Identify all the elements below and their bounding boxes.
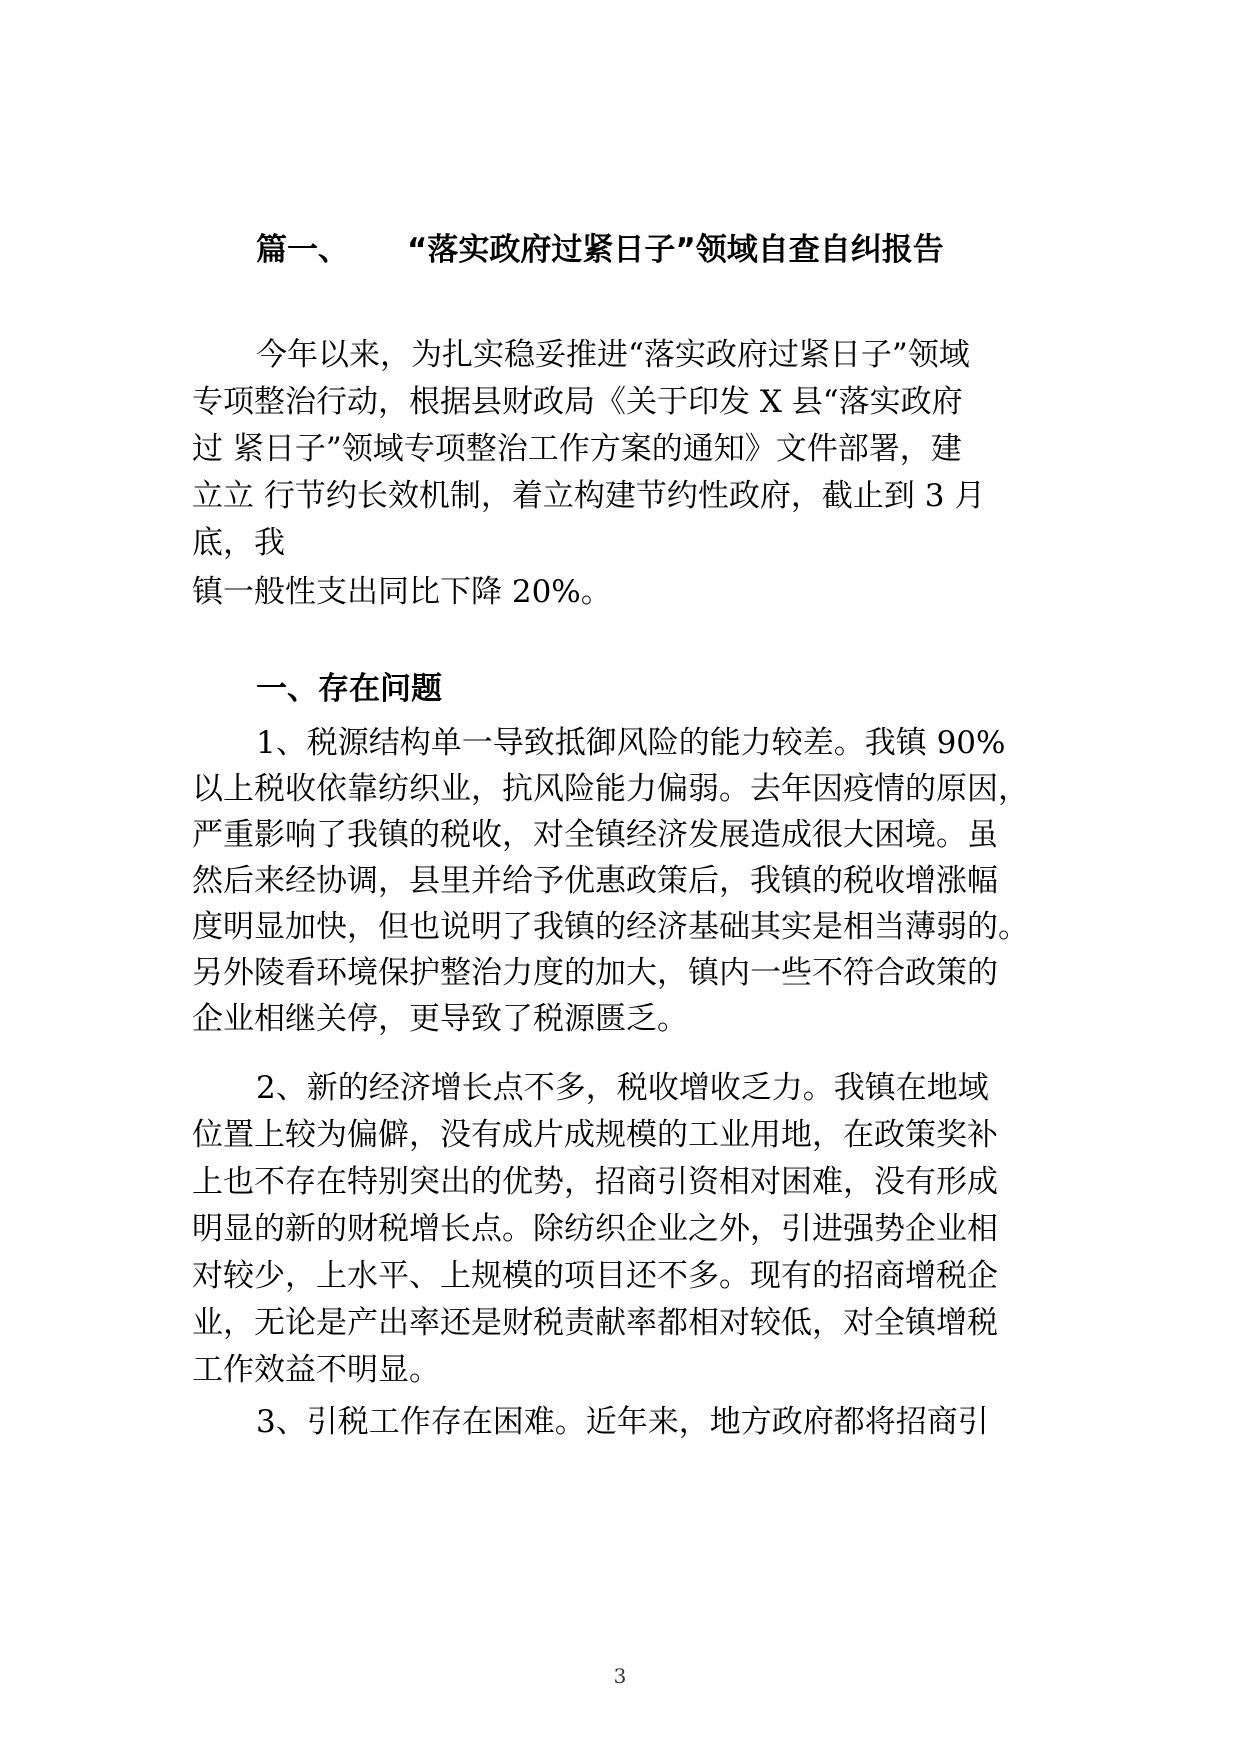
para2-line-3: 上也不存在特别突出的优势，招商引资相对困难，没有形成 bbox=[192, 1164, 998, 1200]
para2-line-2: 位置上较为偏僻，没有成片成规模的工业用地，在政策奖补 bbox=[192, 1117, 998, 1153]
page-number: 3 bbox=[613, 1664, 627, 1688]
para3-line-1: 3、引税工作存在困难。近年来，地方政府都将招商引 bbox=[256, 1404, 989, 1440]
intro-line-1: 今年以来，为扎实稳妥推进“落实政府过紧日子”领域 bbox=[256, 337, 970, 373]
para1-line-4: 然后来经协调，县里并给予优惠政策后，我镇的税收增涨幅 bbox=[192, 863, 998, 899]
para1-line-6: 另外陵看环境保护整治力度的加大，镇内一些不符合政策的 bbox=[192, 955, 998, 991]
title-main: “落实政府过紧日子”领域自查自纠报告 bbox=[407, 232, 944, 268]
para2-line-4: 明显的新的财税增长点。除纺织企业之外，引进强势企业相 bbox=[192, 1211, 998, 1247]
section-heading: 一、存在问题 bbox=[256, 671, 442, 707]
intro-line-2: 专项整治行动，根据县财政局《关于印发 X 县“落实政府 bbox=[192, 384, 963, 420]
document-title bbox=[256, 228, 944, 272]
para2-line-7: 工作效益不明显。 bbox=[192, 1352, 440, 1388]
para1-line-1: 1、税源结构单一导致抵御风险的能力较差。我镇 90% bbox=[256, 725, 1006, 761]
intro-line-5: 底，我 bbox=[192, 525, 285, 561]
para1-line-5: 度明显加快，但也说明了我镇的经济基础其实是相当薄弱的。 bbox=[192, 909, 1029, 945]
title-prefix: 篇一、 bbox=[256, 232, 349, 268]
para2-line-6: 业，无论是产出率还是财税责献率都相对较低，对全镇增税 bbox=[192, 1305, 998, 1341]
para1-line-3: 严重影响了我镇的税收，对全镇经济发展造成很大困境。虽 bbox=[192, 817, 998, 853]
para2-line-5: 对较少，上水平、上规模的项目还不多。现有的招商增税企 bbox=[192, 1258, 998, 1294]
intro-line-3: 过 紧日子”领域专项整治工作方案的通知》文件部署，建 bbox=[192, 431, 962, 467]
intro-line-6: 镇一般性支出同比下降 20%。 bbox=[192, 574, 612, 610]
para1-line-2: 以上税收依靠纺织业，抗风险能力偏弱。去年因疫情的原因， bbox=[192, 771, 1029, 807]
intro-line-4: 立立 行节约长效机制，着立构建节约性政府，截止到 3 月 bbox=[192, 478, 986, 514]
para2-line-1: 2、新的经济增长点不多，税收增收乏力。我镇在地域 bbox=[256, 1070, 989, 1106]
para1-line-7: 企业相继关停，更导致了税源匮乏。 bbox=[192, 1001, 688, 1037]
